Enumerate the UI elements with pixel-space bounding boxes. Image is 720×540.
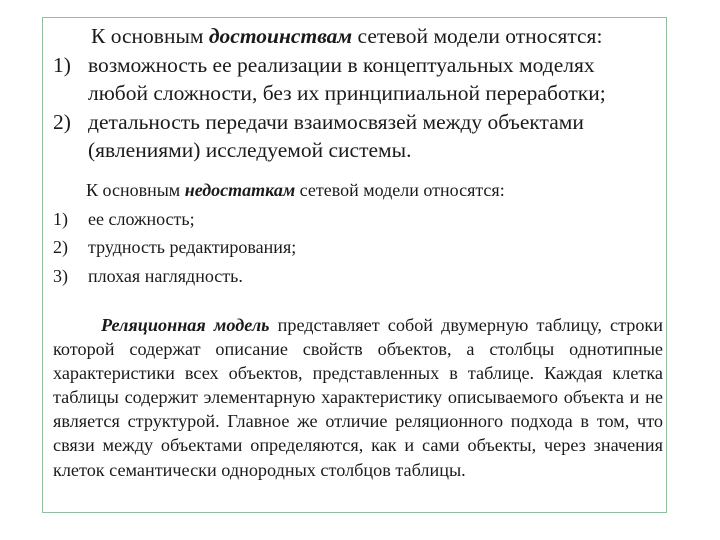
relational-model-term: Реляционная модель <box>101 315 270 335</box>
relational-model-text: представляет собой двумерную таблицу, строки которой содержат описание свойств объектов, а столбцы однотипные характеристики всех объектов, представленных в таблице. Каждая клетка таблицы содержит элементарную характеристику описываемого объекта и не является структурой. Главное же отличие реляционного подхода в том, что связи между объектами определяются, как и сами объекты, через значения клеток семантически однородных столбцов таблицы. <box>53 315 664 480</box>
disadvantages-intro: К основным недостаткам сетевой модели относятся: <box>86 180 505 200</box>
list-item: 2) трудность редактирования; <box>42 233 672 262</box>
disadvantages-list <box>42 205 672 291</box>
disadvantages-keyword: недостаткам <box>184 180 296 200</box>
relational-model-paragraph <box>53 313 663 482</box>
advantages-section <box>42 22 672 165</box>
advantages-list <box>42 51 672 165</box>
list-item-number: 3) <box>53 265 68 286</box>
list-item-number: 2) <box>53 237 68 257</box>
list-item: 2) детальность передачи взаимосвязей между объектами (явлениями) исследуемой системы. <box>53 109 584 162</box>
list-item: 3) плохая наглядность. <box>42 262 672 291</box>
advantages-intro: К основным достоинствам сетевой модели относятся: <box>91 24 603 48</box>
list-item: 1) ее сложность; <box>42 205 672 234</box>
advantages-keyword: достоинствам <box>208 24 353 48</box>
list-item-number: 1) <box>53 52 71 77</box>
disadvantages-section <box>42 176 672 290</box>
list-item-number: 2) <box>53 109 71 134</box>
list-item-number: 1) <box>53 208 68 229</box>
list-item: 1) возможность ее реализации в концептуальных моделях любой сложности, без их принципиальной переработки; <box>53 52 606 105</box>
